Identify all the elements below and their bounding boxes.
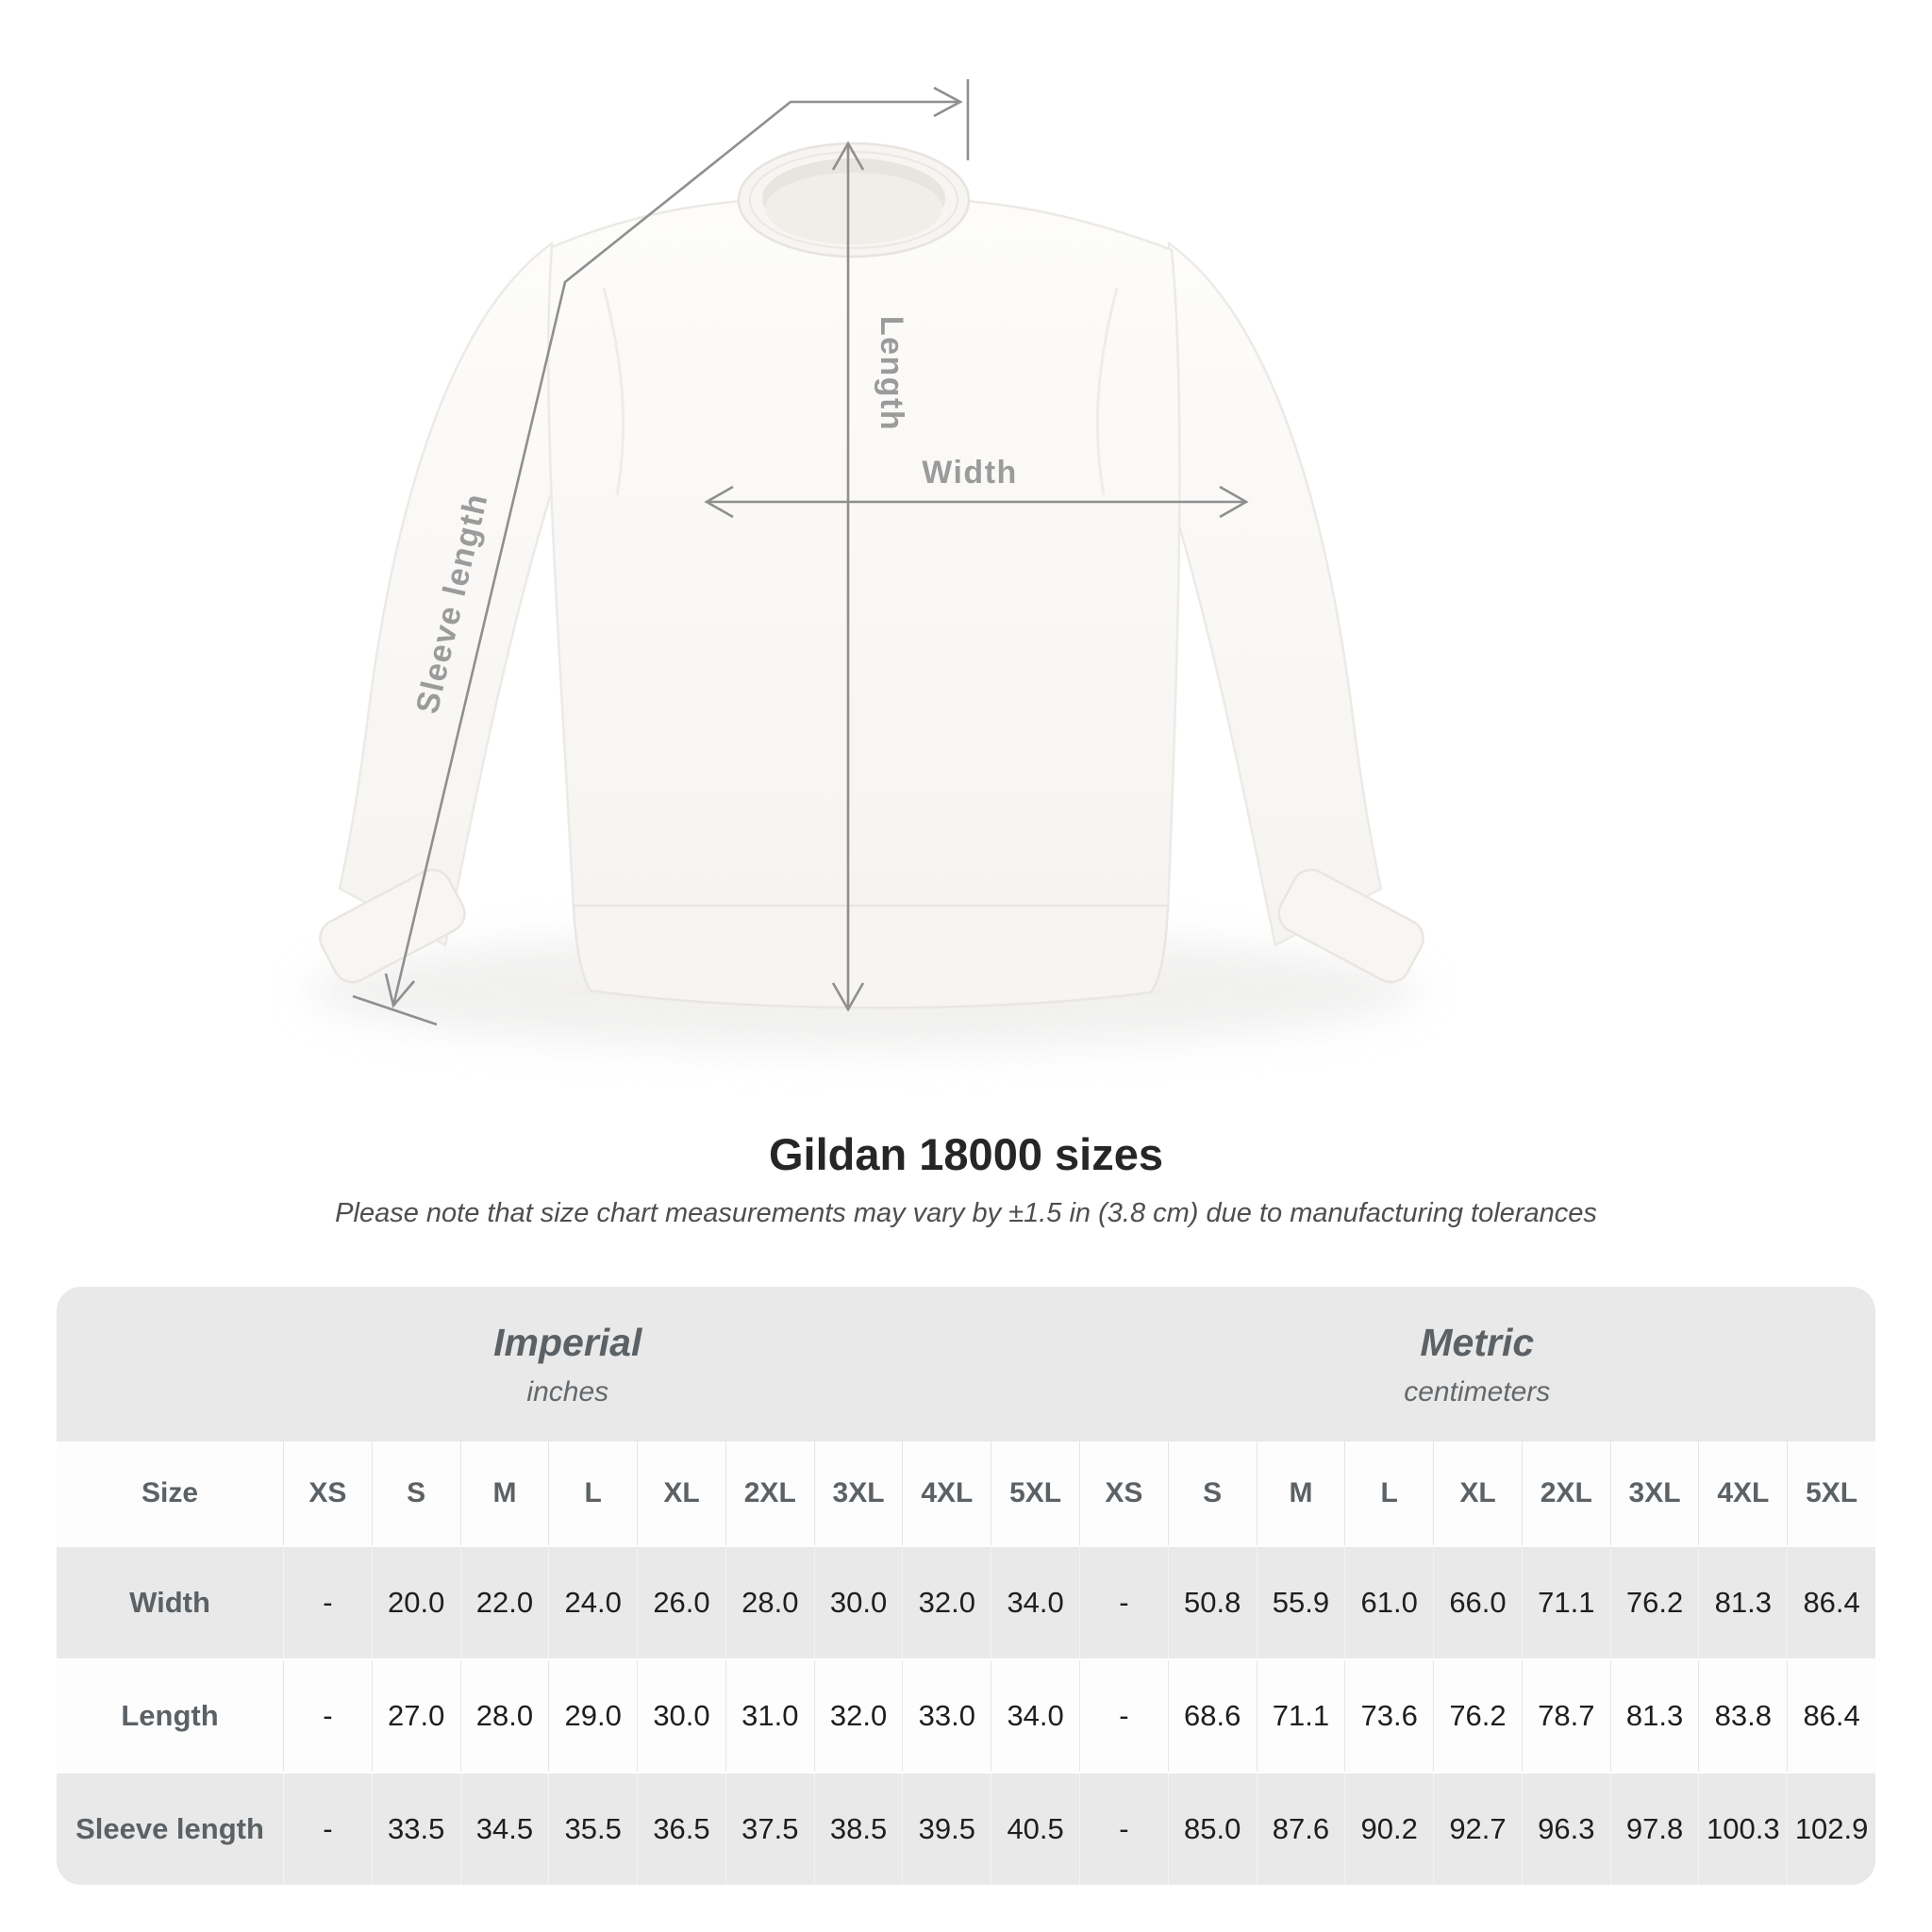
table-cell: 50.8: [1168, 1547, 1257, 1658]
table-cell: 86.4: [1787, 1547, 1875, 1658]
row-label-width: Width: [129, 1586, 210, 1619]
size-header-cell: 4XL: [902, 1441, 991, 1545]
table-cell: -: [283, 1774, 372, 1885]
body-panel: [548, 196, 1179, 929]
table-cell: 35.5: [548, 1774, 637, 1885]
metric-title: Metric: [1420, 1320, 1535, 1364]
length-label: Length: [874, 315, 909, 432]
row-label-sleeve-length: Sleeve length: [75, 1812, 264, 1845]
table-cell: 81.3: [1698, 1547, 1787, 1658]
table-cell: 87.6: [1257, 1774, 1345, 1885]
table-cell: -: [283, 1547, 372, 1658]
page-title: Gildan 18000 sizes: [768, 1129, 1164, 1179]
table-cell: 92.7: [1433, 1774, 1522, 1885]
hem-band: [574, 906, 1168, 1008]
size-header-cell: S: [372, 1441, 460, 1545]
table-cell: 33.5: [372, 1774, 460, 1885]
table-cell: 68.6: [1168, 1660, 1257, 1772]
size-header-cell: M: [1257, 1441, 1345, 1545]
table-cell: 76.2: [1610, 1547, 1699, 1658]
table-cell: 90.2: [1344, 1774, 1433, 1885]
imperial-group-header: [57, 1321, 1079, 1408]
table-cell: 40.5: [991, 1774, 1079, 1885]
table-cell: 26.0: [637, 1547, 725, 1658]
table-cell: 24.0: [548, 1547, 637, 1658]
size-header-cell: 2XL: [725, 1441, 814, 1545]
table-cell: 32.0: [902, 1547, 991, 1658]
size-header-cell: XS: [283, 1441, 372, 1545]
table-cell: 81.3: [1610, 1660, 1699, 1772]
sweatshirt-illustration: [307, 143, 1430, 1049]
table-cell: 39.5: [902, 1774, 991, 1885]
table-cell: 28.0: [460, 1660, 549, 1772]
metric-group-header: [1079, 1321, 1875, 1408]
table-cell: 96.3: [1522, 1774, 1610, 1885]
table-cell: 37.5: [725, 1774, 814, 1885]
table-cell: 30.0: [814, 1547, 903, 1658]
collar-inner-highlight: [765, 173, 942, 244]
imperial-unit: inches: [526, 1375, 609, 1407]
table-cell: 76.2: [1433, 1660, 1522, 1772]
table-row-width: [57, 1545, 1875, 1658]
table-cell: 85.0: [1168, 1774, 1257, 1885]
table-cell: 28.0: [725, 1547, 814, 1658]
table-cell: 86.4: [1787, 1660, 1875, 1772]
size-header-cell: 2XL: [1522, 1441, 1610, 1545]
table-cell: 97.8: [1610, 1774, 1699, 1885]
table-cell: 36.5: [637, 1774, 725, 1885]
size-table: [57, 1287, 1875, 1885]
size-header-cell: L: [1344, 1441, 1433, 1545]
table-cell: 100.3: [1698, 1774, 1787, 1885]
table-row-length: [57, 1658, 1875, 1772]
metric-unit: centimeters: [1404, 1375, 1551, 1407]
table-cell: 27.0: [372, 1660, 460, 1772]
table-cell: -: [1079, 1660, 1168, 1772]
size-header-cell: 3XL: [1610, 1441, 1699, 1545]
table-cell: 71.1: [1257, 1660, 1345, 1772]
table-cell: 78.7: [1522, 1660, 1610, 1772]
table-cell: 66.0: [1433, 1547, 1522, 1658]
size-header-cell: XL: [637, 1441, 725, 1545]
size-header-cell: L: [548, 1441, 637, 1545]
width-label: Width: [922, 455, 1018, 491]
size-header-cell: 5XL: [1787, 1441, 1875, 1545]
right-sleeve: [1169, 243, 1381, 945]
size-header-row: [57, 1441, 1875, 1545]
table-cell: 22.0: [460, 1547, 549, 1658]
size-column-header: Size: [141, 1477, 199, 1508]
table-cell: 30.0: [637, 1660, 725, 1772]
table-cell: 61.0: [1344, 1547, 1433, 1658]
table-cell: 34.0: [991, 1660, 1079, 1772]
table-cell: 55.9: [1257, 1547, 1345, 1658]
tolerance-note: Please note that size chart measurements may vary by ±1.5 in (3.8 cm) due to manufacturing tolerances: [335, 1198, 1597, 1228]
size-header-cell: 3XL: [814, 1441, 903, 1545]
table-cell: 32.0: [814, 1660, 903, 1772]
size-header-cell: M: [460, 1441, 549, 1545]
sleeve-length-label: Sleeve length: [408, 489, 495, 718]
table-cell: 73.6: [1344, 1660, 1433, 1772]
table-cell: 33.0: [902, 1660, 991, 1772]
table-cell: 31.0: [725, 1660, 814, 1772]
table-cell: 102.9: [1787, 1774, 1875, 1885]
table-row-sleeve-length: [57, 1772, 1875, 1885]
table-cell: 20.0: [372, 1547, 460, 1658]
size-header-cell: 5XL: [991, 1441, 1079, 1545]
table-cell: 38.5: [814, 1774, 903, 1885]
table-cell: -: [1079, 1547, 1168, 1658]
table-cell: -: [1079, 1774, 1168, 1885]
imperial-title: Imperial: [493, 1320, 642, 1364]
table-cell: -: [283, 1660, 372, 1772]
table-cell: 34.0: [991, 1547, 1079, 1658]
units-band: [57, 1287, 1875, 1441]
size-header-cell: XL: [1433, 1441, 1522, 1545]
row-label-length: Length: [121, 1699, 219, 1732]
size-header-cell: S: [1168, 1441, 1257, 1545]
table-cell: 83.8: [1698, 1660, 1787, 1772]
table-cell: 71.1: [1522, 1547, 1610, 1658]
table-cell: 34.5: [460, 1774, 549, 1885]
table-cell: 29.0: [548, 1660, 637, 1772]
size-header-cell: XS: [1079, 1441, 1168, 1545]
size-header-cell: 4XL: [1698, 1441, 1787, 1545]
